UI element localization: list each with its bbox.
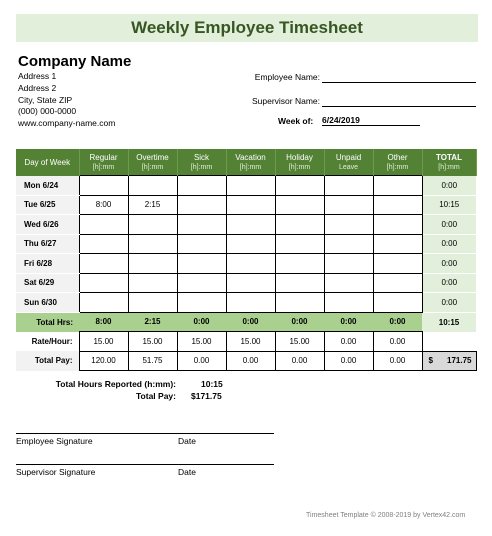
hours-cell[interactable] [128, 293, 177, 313]
total-hours-cell: 0:00 [373, 312, 422, 332]
table-row [16, 234, 476, 254]
hours-cell[interactable] [226, 234, 275, 254]
total-hours-cell: 2:15 [128, 312, 177, 332]
total-hours-row [16, 312, 476, 332]
company-address2: Address 2 [18, 83, 57, 93]
hours-cell[interactable] [324, 195, 373, 215]
summary-hours-value: 10:15 [201, 379, 223, 389]
hours-cell[interactable] [128, 176, 177, 196]
pay-cell: 120.00 [79, 351, 128, 371]
hours-cell[interactable] [226, 273, 275, 293]
employee-signature-line[interactable] [16, 433, 274, 434]
rate-cell[interactable]: 0.00 [373, 332, 422, 352]
header-col: Holiday [h]:mm [275, 149, 324, 176]
hours-cell[interactable] [177, 293, 226, 313]
header-col: Sick [h]:mm [177, 149, 226, 176]
rate-label: Rate/Hour: [31, 336, 73, 346]
day-label: Mon 6/24 [16, 176, 79, 196]
hours-cell[interactable] [79, 273, 128, 293]
table-row [16, 215, 476, 235]
pay-cell: 0.00 [373, 351, 422, 371]
hours-cell[interactable] [275, 254, 324, 274]
supervisor-signature-label: Supervisor Signature [16, 467, 96, 477]
day-label: Fri 6/28 [16, 254, 79, 274]
hours-cell[interactable] [275, 195, 324, 215]
hours-cell[interactable] [324, 234, 373, 254]
total-hours-label: Total Hrs: [16, 312, 79, 332]
hours-cell[interactable] [373, 195, 422, 215]
hours-cell[interactable] [373, 215, 422, 235]
supervisor-name-field[interactable] [322, 106, 476, 107]
hours-cell[interactable] [128, 273, 177, 293]
timesheet-table [16, 149, 477, 371]
hours-cell[interactable] [79, 293, 128, 313]
pay-label: Total Pay: [16, 351, 79, 371]
hours-cell[interactable] [275, 234, 324, 254]
row-total: 0:00 [422, 293, 476, 313]
footer-copyright: Timesheet Template © 2008-2019 by Vertex42.com [306, 512, 466, 519]
hours-cell[interactable] [128, 234, 177, 254]
grand-total-pay [422, 351, 476, 371]
hours-cell[interactable] [128, 254, 177, 274]
day-label: Wed 6/26 [16, 215, 79, 235]
header-total: TOTAL [h]:mm [422, 149, 476, 176]
hours-cell[interactable] [79, 176, 128, 196]
pay-cell: 0.00 [177, 351, 226, 371]
hours-cell[interactable] [275, 176, 324, 196]
hours-cell[interactable] [275, 215, 324, 235]
table-row [16, 195, 476, 215]
hours-cell[interactable] [324, 273, 373, 293]
hours-cell[interactable] [177, 234, 226, 254]
pay-cell: 0.00 [275, 351, 324, 371]
summary-hours-label: Total Hours Reported (h:mm): [55, 379, 176, 389]
table-row [16, 273, 476, 293]
rate-cell[interactable]: 0.00 [324, 332, 373, 352]
hours-cell[interactable] [373, 273, 422, 293]
total-hours-cell: 0:00 [324, 312, 373, 332]
header-col: Vacation [h]:mm [226, 149, 275, 176]
company-city: City, State ZIP [18, 95, 73, 105]
employee-date-label: Date [178, 436, 196, 446]
day-label: Sun 6/30 [16, 293, 79, 313]
table-row [16, 176, 476, 196]
hours-cell[interactable] [275, 273, 324, 293]
pay-cell: 0.00 [324, 351, 373, 371]
pay-cell: 51.75 [128, 351, 177, 371]
row-total: 0:00 [422, 215, 476, 235]
hours-cell[interactable]: 2:15 [128, 195, 177, 215]
rate-cell[interactable]: 15.00 [226, 332, 275, 352]
total-hours-cell: 0:00 [226, 312, 275, 332]
hours-cell[interactable] [373, 254, 422, 274]
day-label: Sat 6/29 [16, 273, 79, 293]
hours-cell[interactable] [79, 215, 128, 235]
hours-cell[interactable] [226, 293, 275, 313]
hours-cell[interactable] [177, 215, 226, 235]
hours-cell[interactable] [226, 215, 275, 235]
hours-cell[interactable] [324, 254, 373, 274]
pay-total-amount: 171.75 [447, 356, 472, 366]
company-address1: Address 1 [18, 71, 57, 81]
company-name: Company Name [18, 53, 132, 70]
table-row [16, 254, 476, 274]
supervisor-date-label: Date [178, 467, 196, 477]
rate-cell[interactable]: 15.00 [275, 332, 324, 352]
header-day: Day of Week [16, 149, 79, 176]
hours-cell[interactable] [226, 254, 275, 274]
currency-symbol: $ [428, 356, 433, 366]
supervisor-signature-line[interactable] [16, 464, 274, 465]
table-row [16, 293, 476, 313]
row-total: 0:00 [422, 176, 476, 196]
pay-row [16, 351, 476, 371]
hours-cell[interactable] [177, 195, 226, 215]
header-col: Other [h]:mm [373, 149, 422, 176]
week-of-label: Week of: [278, 116, 314, 126]
hours-cell[interactable] [226, 195, 275, 215]
hours-cell[interactable] [324, 293, 373, 313]
total-hours-cell: 0:00 [275, 312, 324, 332]
page-title: Weekly Employee Timesheet [16, 14, 478, 42]
header-row [16, 149, 476, 176]
company-phone: (000) 000-0000 [18, 106, 77, 116]
rate-cell[interactable]: 15.00 [128, 332, 177, 352]
rate-cell[interactable]: 15.00 [177, 332, 226, 352]
week-of-field[interactable]: 6/24/2019 [322, 115, 420, 126]
employee-name-field[interactable] [322, 82, 476, 83]
hours-cell[interactable]: 8:00 [79, 195, 128, 215]
hours-cell[interactable] [177, 176, 226, 196]
hours-cell[interactable] [373, 293, 422, 313]
hours-cell[interactable] [79, 254, 128, 274]
summary-pay-value: $171.75 [191, 391, 222, 401]
hours-cell[interactable] [226, 176, 275, 196]
total-hours-cell: 0:00 [177, 312, 226, 332]
hours-cell[interactable] [79, 234, 128, 254]
day-label: Thu 6/27 [16, 234, 79, 254]
row-total: 0:00 [422, 254, 476, 274]
hours-cell[interactable] [177, 254, 226, 274]
summary-pay-label: Total Pay: [136, 391, 176, 401]
header-col: Regular [h]:mm [79, 149, 128, 176]
row-total: 0:00 [422, 273, 476, 293]
hours-cell[interactable] [373, 176, 422, 196]
employee-signature-label: Employee Signature [16, 436, 93, 446]
header-col: Overtime [h]:mm [128, 149, 177, 176]
grand-total-hours: 10:15 [422, 312, 476, 332]
pay-cell: 0.00 [226, 351, 275, 371]
rate-row [16, 332, 476, 352]
row-total: 0:00 [422, 234, 476, 254]
company-website: www.company-name.com [18, 118, 116, 128]
hours-cell[interactable] [324, 176, 373, 196]
rate-blank [422, 332, 476, 352]
employee-name-label: Employee Name: [254, 72, 320, 82]
hours-cell[interactable] [177, 273, 226, 293]
header-col: Unpaid Leave [324, 149, 373, 176]
hours-cell[interactable] [128, 215, 177, 235]
hours-cell[interactable] [275, 293, 324, 313]
hours-cell[interactable] [324, 215, 373, 235]
day-label: Tue 6/25 [16, 195, 79, 215]
total-hours-cell: 8:00 [79, 312, 128, 332]
row-total: 10:15 [422, 195, 476, 215]
rate-cell[interactable]: 15.00 [79, 332, 128, 352]
hours-cell[interactable] [373, 234, 422, 254]
supervisor-name-label: Supervisor Name: [251, 96, 320, 106]
